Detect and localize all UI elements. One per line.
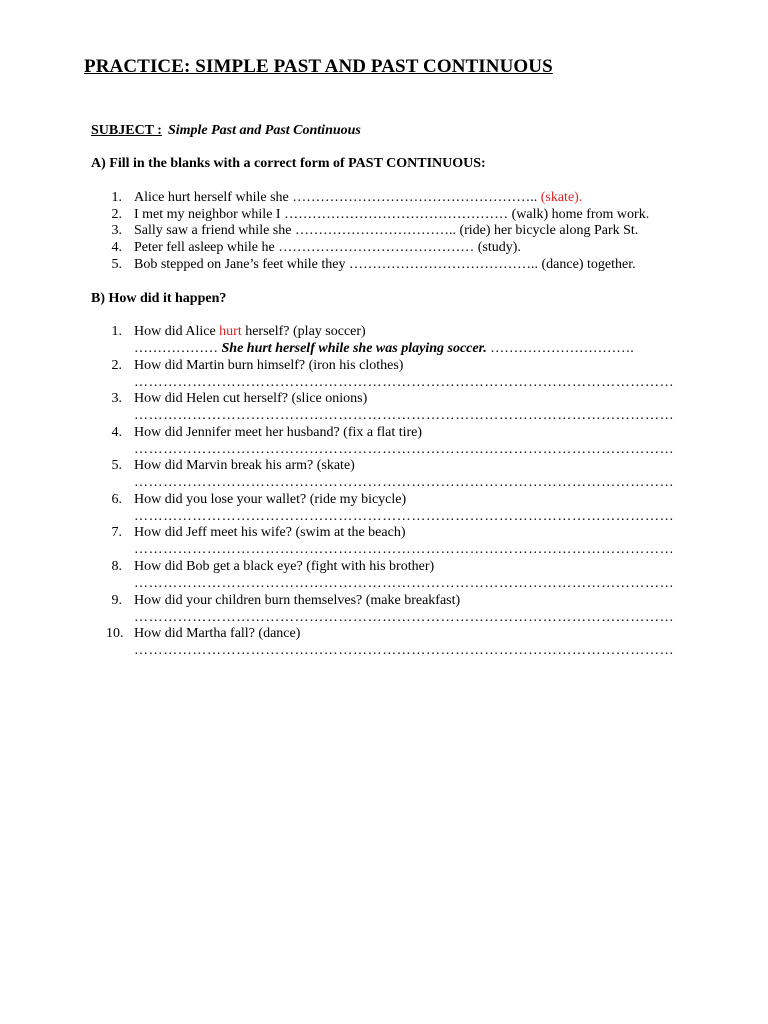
answer-text: She hurt herself while she was playing soccer. [221, 341, 487, 356]
item-number: 3. [111, 391, 122, 406]
item-number: 8. [111, 559, 122, 574]
blank-dots: ………………………………………… [284, 207, 509, 222]
section-b-item-2 [106, 358, 706, 392]
section-b-heading: B) How did it happen? [91, 291, 227, 306]
verb-hint: (study). [474, 240, 521, 255]
item-text: I met my neighbor while I [134, 207, 285, 222]
section-b-item-6 [106, 492, 706, 526]
answer-line: ………………………………………………………………………………………………… [134, 542, 675, 557]
item-number: 2. [111, 207, 122, 222]
item-number: 5. [111, 257, 122, 272]
answer-line: ………………………………………………………………………………………………… [134, 643, 675, 658]
answer-line: ………………………………………………………………………………………………… [134, 408, 675, 423]
item-number: 5. [111, 458, 122, 473]
answer-line: ………………………………………………………………………………………………… [134, 509, 675, 524]
question-text: How did you lose your wallet? (ride my bicycle) [134, 492, 407, 507]
section-b-item-5 [106, 458, 706, 492]
answer-line: ………………………………………………………………………………………………… [134, 375, 675, 390]
item-number: 10. [106, 626, 124, 641]
question-text: How did Martha fall? (dance) [134, 626, 301, 641]
question-text: How did your children burn themselves? (make breakfast) [134, 593, 461, 608]
blank-dots: …………………………….. [294, 223, 456, 238]
section-b-item-8 [106, 559, 706, 593]
verb-hint: (walk) home from work. [508, 207, 650, 222]
question-text: How did Marvin break his arm? (skate) [134, 458, 355, 473]
verb-hint: (ride) her bicycle along Park St. [455, 223, 639, 238]
question-text: How did Helen cut herself? (slice onions) [134, 391, 368, 406]
page-title: PRACTICE: SIMPLE PAST AND PAST CONTINUOUS [84, 56, 553, 77]
item-text: Bob stepped on Jane’s feet while they [134, 257, 350, 272]
item-number: 7. [111, 525, 122, 540]
section-b-item-1: 1. How did Alice hurt herself? (play soccer) ……………… She hurt herself while she was playing soccer. …………………………. [106, 324, 706, 358]
item-number: 4. [111, 425, 122, 440]
item-number: 9. [111, 593, 122, 608]
question-text: How did Jeff meet his wife? (swim at the beach) [134, 525, 406, 540]
item-text: Alice hurt herself while she [134, 190, 293, 205]
section-b-item-7 [106, 525, 706, 559]
verb-hint: (skate). [540, 190, 583, 205]
blank-dots: …………………………………… [278, 240, 475, 255]
subject-line [91, 123, 361, 139]
answer-line: ………………………………………………………………………………………………… [134, 610, 675, 625]
item-text: Sally saw a friend while she [134, 223, 295, 238]
item-number: 3. [111, 223, 122, 238]
subject-value: Simple Past and Past Continuous [167, 123, 361, 138]
section-b-item-10 [106, 626, 706, 660]
section-b-item-3 [106, 391, 706, 425]
item-number: 1. [111, 324, 122, 339]
item-text: Peter fell asleep while he [134, 240, 279, 255]
item-number: 1. [111, 190, 122, 205]
verb-hint: (dance) together. [538, 257, 636, 272]
blank-dots: ………………………………….. [349, 257, 539, 272]
subject-label: SUBJECT : [91, 123, 162, 138]
item-number: 6. [111, 492, 122, 507]
question-text: How did Jennifer meet her husband? (fix a flat tire) [134, 425, 423, 440]
example-answer: ……………… She hurt herself while she was playing soccer. …………………………. [134, 341, 634, 356]
question-text: How did Alice [134, 324, 220, 339]
section-b-item-9 [106, 593, 706, 627]
answer-line: ………………………………………………………………………………………………… [134, 475, 675, 490]
section-b-item-4 [106, 425, 706, 459]
section-a-heading: A) Fill in the blanks with a correct form of PAST CONTINUOUS: [91, 156, 486, 171]
question-text: How did Martin burn himself? (iron his clothes) [134, 358, 404, 373]
item-number: 4. [111, 240, 122, 255]
question-text: How did Bob get a black eye? (fight with his brother) [134, 559, 435, 574]
highlighted-verb: hurt [219, 324, 242, 339]
item-number: 2. [111, 358, 122, 373]
blank-dots: …………………………………………….. [292, 190, 538, 205]
answer-line: ………………………………………………………………………………………………… [134, 442, 675, 457]
answer-line: ………………………………………………………………………………………………… [134, 576, 675, 591]
